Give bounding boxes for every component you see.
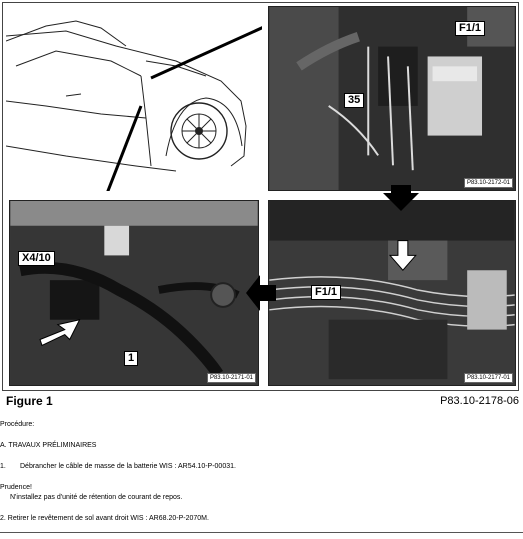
caution-label: Prudence! bbox=[0, 484, 32, 491]
car-drawing bbox=[6, 6, 262, 191]
callout-f1-1-top: F1/1 bbox=[455, 21, 485, 36]
callout-x4-10: X4/10 bbox=[18, 251, 55, 266]
figure-caption: Figure 1 bbox=[6, 394, 53, 408]
callout-f1-1-bottom: F1/1 bbox=[311, 285, 341, 300]
panel-ref-bottom-right: P83.10-2177-01 bbox=[464, 373, 513, 383]
step-2-text: 2. Retirer le revêtement de sol avant droit WIS : AR68.20-P-2070M. bbox=[0, 515, 209, 522]
car-illustration bbox=[6, 6, 262, 191]
figure-reference: P83.10-2178-06 bbox=[440, 395, 519, 407]
photo-fuse-box-detail bbox=[268, 6, 516, 191]
photo-connector-x4-10 bbox=[9, 200, 259, 386]
photo-fuse-box-overview bbox=[268, 200, 516, 386]
caution-text: N'installez pas d'unité de rétention de courant de repos. bbox=[10, 494, 183, 501]
procedure-heading: Procédure: bbox=[0, 421, 35, 428]
panel-ref-bottom-left: P83.10-2171-01 bbox=[207, 373, 256, 383]
panel-ref-top-right: P83.10-2172-01 bbox=[464, 178, 513, 188]
fuse-overview-photo bbox=[269, 201, 515, 385]
arrow-left-icon bbox=[246, 275, 276, 311]
section-heading: A. TRAVAUX PRÉLIMINAIRES bbox=[0, 442, 97, 449]
callout-35: 35 bbox=[344, 93, 364, 108]
arrow-down-icon bbox=[381, 185, 421, 211]
figure-frame bbox=[2, 2, 519, 391]
step-1-number: 1. bbox=[0, 463, 6, 470]
step-1-text: Débrancher le câble de masse de la batterie WIS : AR54.10-P-00031. bbox=[20, 463, 236, 470]
bottom-divider bbox=[0, 532, 523, 533]
callout-1: 1 bbox=[124, 351, 138, 366]
